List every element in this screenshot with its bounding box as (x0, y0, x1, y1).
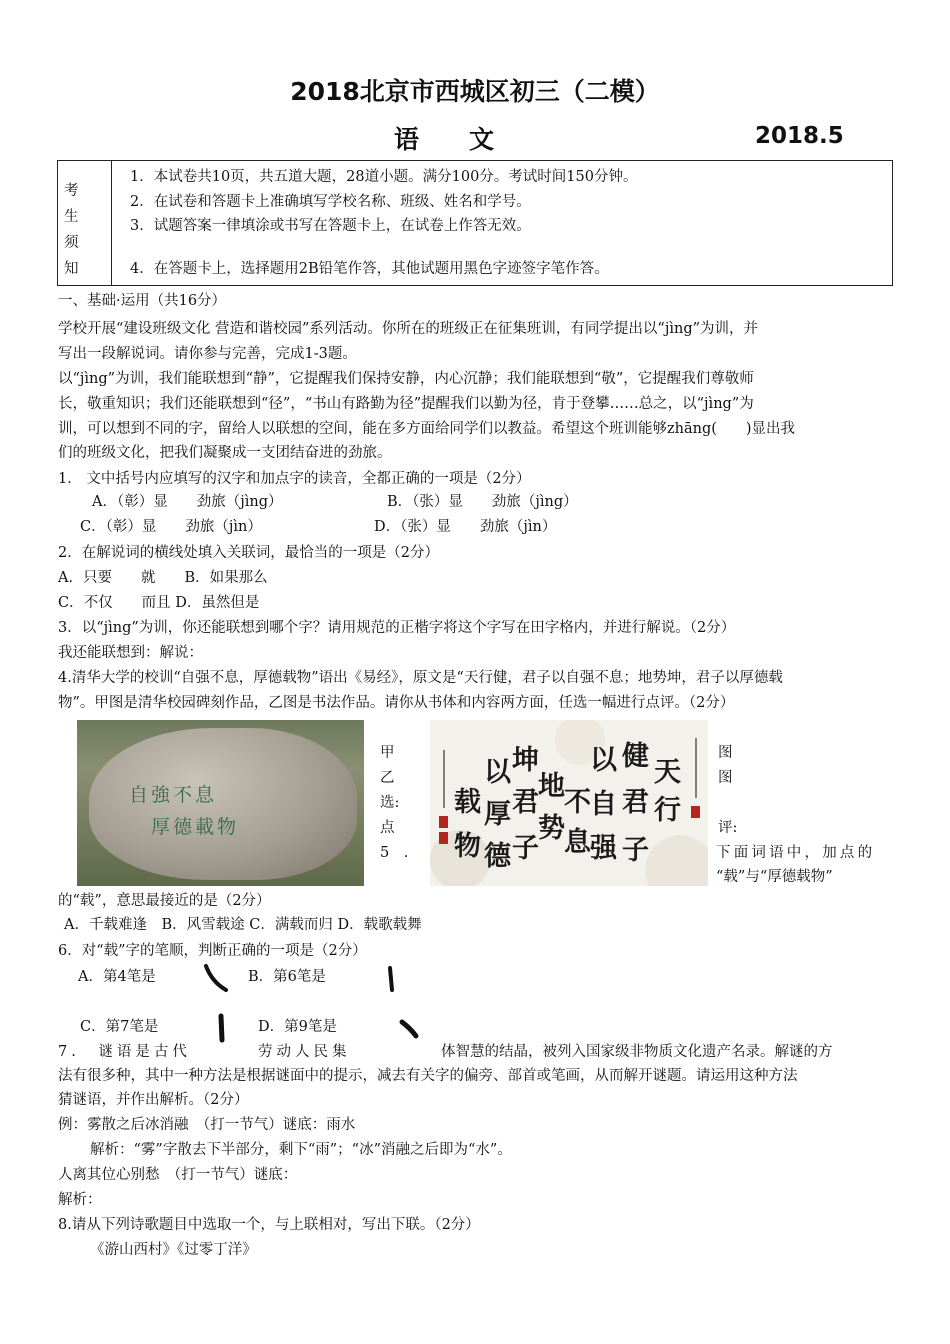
exam-title: 2018北京市西城区初三（二模） (290, 77, 660, 106)
notice-item: 3．试题答案一律填涂或书写在答题卡上，在试卷上作答无效。 (130, 218, 531, 234)
calligraphy-inscription-marks (430, 720, 708, 886)
exam-date: 2018.5 (755, 123, 844, 149)
calligraphy-image (430, 720, 708, 886)
intro-line: 以“jìng”为训，我们能联想到“静”，它提醒我们保持安静，内心沉静；我们能联想到“敬”，它提醒我们尊敬师 (58, 371, 754, 387)
question-2-options-ab: A．只要 就 B．如果那么 (58, 570, 268, 586)
question-6-option-a: A．第4笔是 (78, 969, 156, 985)
calligraphy-char: 物 (454, 831, 481, 862)
red-seal (439, 816, 448, 828)
exam-notice-box (57, 160, 893, 286)
notice-item: 1．本试卷共10页，共五道大题，28道小题。满分100分。考试时间150分钟。 (130, 169, 638, 185)
brush-stroke (390, 968, 392, 990)
question-5-stem: 下面词语中，加点的 (716, 845, 876, 861)
subject-title: 语文 (394, 125, 545, 154)
q4-side-text: 图 (718, 745, 733, 761)
notice-item: 2．在试卷和答题卡上准确填写学校名称、班级、姓名和学号。 (130, 194, 531, 210)
q4-side-text: 点 (380, 820, 395, 836)
tablet-inscription: 厚德載物 (151, 816, 240, 838)
question-1-option-a: A．（彰）显 劲旅（jìng） (92, 494, 283, 510)
intro-line: 写出一段解说词。请你参与完善，完成1-3题。 (58, 346, 357, 362)
question-2-options-cd: C．不仅 而且 D．虽然但是 (58, 595, 260, 611)
red-seal (691, 806, 700, 818)
stroke-image-d (394, 1016, 428, 1046)
question-6-option-c: C．第7笔是 (80, 1019, 159, 1035)
intro-line: 长，敬重知识；我们还能联想到“径”，“书山有路勤为径”提醒我们以勤为径，肯于登攀……总之，以“jìng”为 (58, 396, 754, 412)
stroke-image-b (374, 962, 408, 996)
calligraphy-char: 君 (512, 787, 539, 818)
question-7-line: 劳动人民集 (258, 1044, 351, 1060)
question-5-stem: “载”与“厚德载物” (716, 869, 833, 885)
question-3-stem: 3．以“jìng”为训，你还能联想到哪个字？请用规范的正楷字将这个字写在田字格内，并进行解说。（2分） (58, 620, 736, 636)
calligraphy-char: 以 (590, 745, 617, 776)
notice-label-char: 知 (64, 261, 79, 277)
intro-line: 训，可以想到不同的字，留给人以联想的空间，能在多方面给同学们以教益。希望这个班训能够zhāng( )显出我 (58, 421, 796, 437)
question-6-stem: 6．对“载”字的笔顺，判断正确的一项是（2分） (58, 943, 367, 959)
intro-line: 学校开展“建设班级文化 营造和谐校园”系列活动。你所在的班级正在征集班训，有同学提出以“jìng”为训，并 (58, 321, 759, 337)
stroke-image-a (198, 962, 232, 996)
question-7-riddle-explanation: 解析： (58, 1192, 102, 1208)
question-7-line: 法有很多种，其中一种方法是根据谜面中的提示，减去有关字的偏旁、部首或笔画，从而解开谜题。请运用这种方法 (58, 1068, 798, 1084)
calligraphy-char: 不 (564, 787, 591, 818)
question-8-poem-titles: 《游山西村》《过零丁洋》 (90, 1242, 257, 1258)
q4-side-text: 5 . (380, 845, 409, 861)
brush-stroke (206, 966, 226, 990)
calligraphy-char: 行 (654, 795, 681, 826)
question-1-stem: 1． 文中括号内应填写的汉字和加点字的读音，全都正确的一项是（2分） (58, 471, 531, 487)
calligraphy-char: 坤 (512, 745, 539, 776)
question-1-option-c: C．（彰）显 劲旅（jìn） (80, 519, 262, 535)
calligraphy-char: 子 (512, 833, 539, 864)
calligraphy-char: 德 (484, 841, 511, 872)
question-7-riddle: 人离其位心别愁 （打一节气）谜底： (58, 1167, 298, 1183)
calligraphy-char: 自 (590, 789, 617, 820)
intro-line: 们的班级文化，把我们凝聚成一支团结奋进的劲旅。 (58, 445, 392, 461)
calligraphy-char: 地 (538, 771, 565, 802)
question-3-answer-line: 我还能联想到：解说： (58, 645, 203, 661)
question-5-options: A．千载难逢 B．风雪载途 C．满载而归 D．载歌载舞 (64, 917, 422, 933)
brush-stroke (221, 1016, 222, 1040)
calligraphy-char: 天 (654, 757, 681, 788)
question-6-option-d: D．第9笔是 (258, 1019, 337, 1035)
question-4-line: 4.清华大学的校训“自强不息，厚德载物”语出《易经》，原文是“天行健，君子以自强不息；地势坤，君子以厚德载 (58, 670, 783, 686)
stone-tablet (89, 728, 357, 880)
stroke-image-c (205, 1010, 239, 1044)
question-8-stem: 8.请从下列诗歌题目中选取一个，与上联相对，写出下联。（2分） (58, 1217, 480, 1233)
calligraphy-char: 势 (538, 813, 565, 844)
q4-side-text: 甲 (380, 745, 395, 761)
notice-label-char: 生 (64, 209, 79, 225)
question-5-stem-cont: 的“载”，意思最接近的是（2分） (58, 893, 271, 909)
notice-label (58, 161, 112, 285)
calligraphy-char: 厚 (484, 799, 511, 830)
calligraphy-char: 子 (622, 835, 649, 866)
question-7-line: 7. 谜语是古代 (58, 1044, 191, 1060)
question-7-example-explanation: 解析：“雾”字散去下半部分，剩下“雨”；“冰”消融之后即为“水”。 (90, 1142, 512, 1158)
question-1-option-b: B．（张）显 劲旅（jìng） (387, 494, 578, 510)
brush-stroke (402, 1022, 416, 1036)
notice-label-char: 须 (64, 235, 79, 251)
calligraphy-char: 载 (454, 787, 481, 818)
calligraphy-char: 君 (622, 787, 649, 818)
question-1-option-d: D．（张）显 劲旅（jìn） (374, 519, 557, 535)
question-7-line: 猜谜语，并作出解析。（2分） (58, 1092, 249, 1108)
q4-side-text: 评: (718, 820, 738, 836)
question-7-line: 体智慧的结晶，被列入国家级非物质文化遗产名录。解谜的方 (441, 1044, 833, 1060)
q4-side-text: 乙 (380, 770, 395, 786)
tablet-inscription: 自強不息 (129, 784, 218, 806)
question-2-stem: 2．在解说词的横线处填入关联词，最恰当的一项是（2分） (58, 545, 439, 561)
calligraphy-char: 健 (622, 741, 649, 772)
q4-side-text: 图 (718, 770, 733, 786)
section-heading: 一、基础·运用（共16分） (58, 293, 227, 309)
notice-item: 4．在答题卡上，选择题用2B铅笔作答，其他试题用黑色字迹签字笔作答。 (130, 261, 609, 277)
question-6-option-b: B．第6笔是 (248, 969, 326, 985)
notice-label-char: 考 (64, 183, 79, 199)
red-seal (439, 832, 448, 844)
stone-tablet-photo (77, 720, 364, 886)
calligraphy-char: 息 (564, 827, 591, 858)
question-7-example: 例：雾散之后冰消融 （打一节气）谜底：雨水 (58, 1117, 356, 1133)
calligraphy-char: 以 (484, 757, 511, 788)
calligraphy-char: 强 (590, 833, 617, 864)
q4-side-text: 选: (380, 795, 400, 811)
question-4-line: 物”。甲图是清华校园碑刻作品，乙图是书法作品。请你从书体和内容两方面，任选一幅进行点评。（2分） (58, 695, 735, 711)
